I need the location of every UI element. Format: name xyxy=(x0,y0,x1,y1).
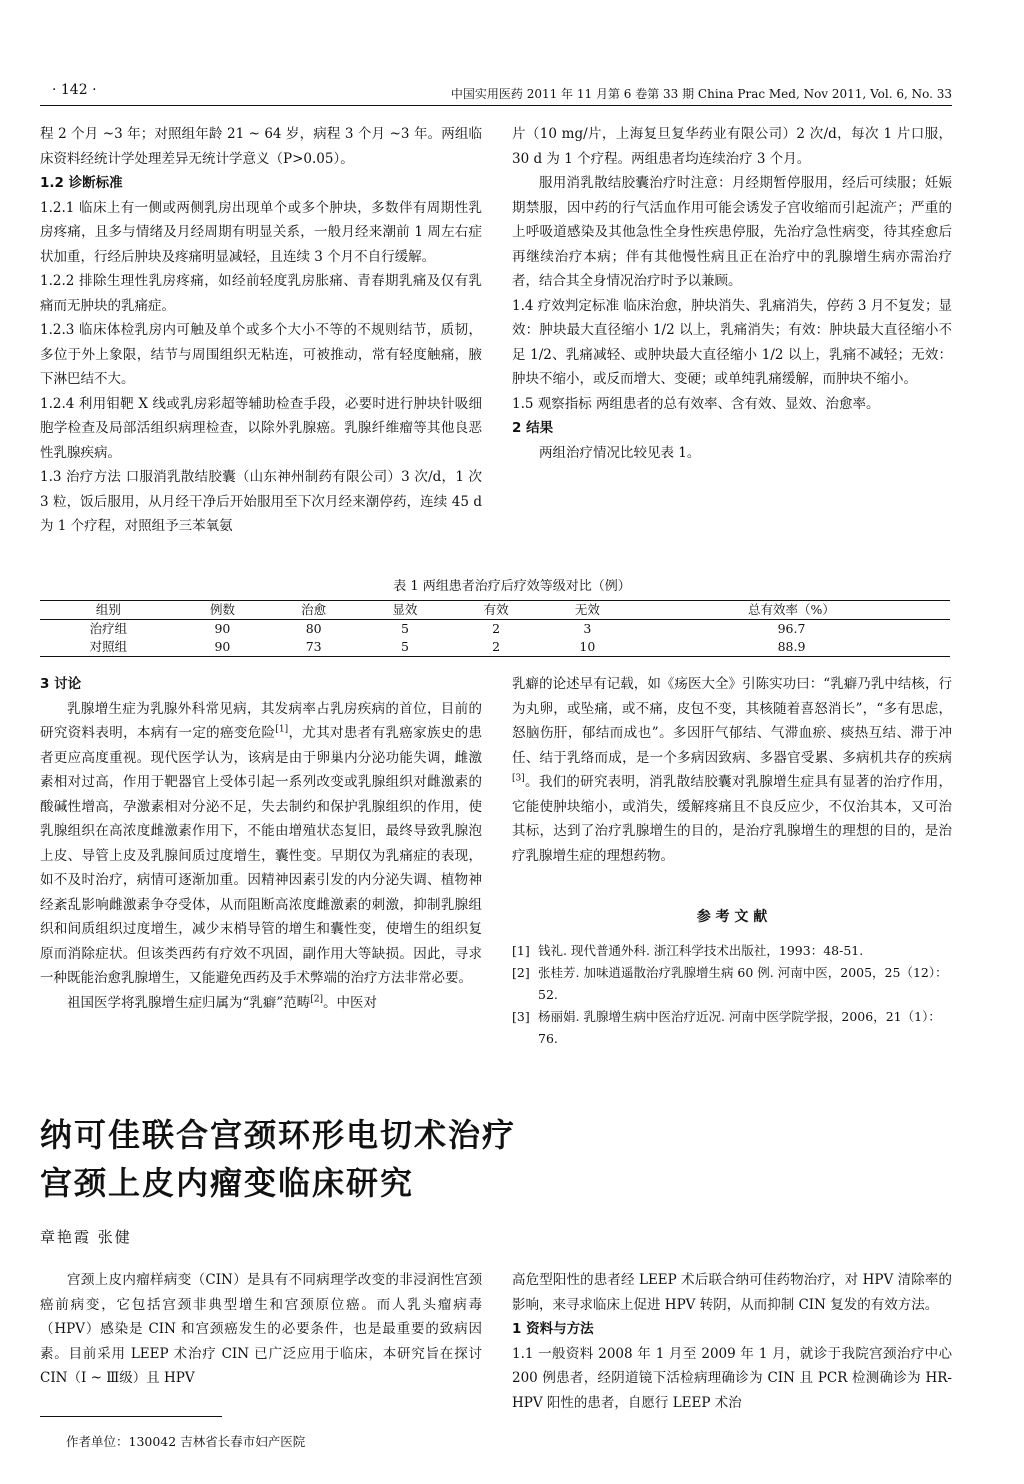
journal-header: 中国实用医药 2011 年 11 月第 6 卷第 33 期 China Prac Med, Nov 2011, Vol. 6, No. 33 xyxy=(450,87,952,101)
table-cell: 73 xyxy=(305,639,322,654)
paragraph: 服用消乳散结胶囊治疗时注意：月经期暂停服用，经后可续服；妊娠期禁服，因中药的行气活血作用可能会诱发子宫收缩而引起流产；严重的上呼吸道感染及其他急性全身性疾患停服，先治疗急性病变，待其痊愈后再继续治疗本病；伴有其他慢性病且正在治疗中的乳腺增生病亦需治疗者，结合其全身情况治疗时予以兼顾。 xyxy=(512,175,952,289)
author-affiliation: 作者单位：130042 吉林省长春市妇产医院 xyxy=(66,1434,306,1449)
table-header-cell: 组别 xyxy=(95,602,121,617)
citation: [1] xyxy=(275,724,289,735)
article-authors: 章艳霞 张健 xyxy=(40,1228,132,1246)
article-title-line-2: 宫颈上皮内瘤变临床研究 xyxy=(40,1164,415,1202)
article-title-line-1: 纳可佳联合宫颈环形电切术治疗 xyxy=(40,1116,517,1154)
reference-number: [2] xyxy=(512,965,530,980)
table-cell: 80 xyxy=(305,621,322,636)
paragraph: 1.2.1 临床上有一侧或两侧乳房出现单个或多个肿块，多数伴有周期性乳房疼痛，且多与情绪及月经周期有明显关系，一般月经来潮前 1 周左右症状加重，行经后肿块及疼痛明显减轻，且连续 3 个月不自行缓解。 xyxy=(40,199,482,265)
citation: [3] xyxy=(512,773,525,784)
article2-right-column xyxy=(512,1268,952,1415)
paragraph: 1.2.4 利用钼靶 X 线或乳房彩超等辅助检查手段，必要时进行肿块针吸细胞学检查及局部活组织病理检查，以除外乳腺癌。乳腺纤维瘤等其他良恶性乳腺疾病。 xyxy=(40,395,482,461)
reference-text: 杨丽娟. 乳腺增生病中医治疗近况. 河南中医学院学报，2006，21（1）：76. xyxy=(538,1009,941,1046)
page-number: · 142 · xyxy=(52,82,97,98)
paragraph xyxy=(512,672,952,868)
reference-number: [3] xyxy=(512,1009,530,1024)
table-cell: 治疗组 xyxy=(89,621,128,636)
reference-text: 钱礼. 现代普通外科. 浙江科学技术出版社，1993：48-51. xyxy=(538,943,864,958)
table-header-cell: 例数 xyxy=(209,602,235,617)
paragraph: 两组治疗情况比较见表 1。 xyxy=(539,444,701,461)
left-column-discussion xyxy=(40,672,482,1015)
reference-item xyxy=(512,940,952,962)
section-heading: 2 结果 xyxy=(512,420,554,436)
paragraph: 1.5 观察指标 两组患者的总有效率、含有效、显效、治愈率。 xyxy=(512,395,880,412)
table-caption: 表 1 两组患者治疗后疗效等级对比（例） xyxy=(393,579,631,594)
table-cell: 5 xyxy=(400,639,409,654)
paragraph: 1.1 一般资料 2008 年 1 月至 2009 年 1 月，就诊于我院宫颈治疗中心 200 例患者，经阴道镜下活检病理确诊为 CIN 且 PCR 检测确诊为 HR-HPV 阳性的患者，自愿行 LEEP 术治 xyxy=(512,1345,952,1411)
text-run: 乳腺增生症为乳腺外科常见病，其发病率占乳房疾病的首位，目前的研究资料表明，本病有一定的癌变危险 xyxy=(40,700,482,741)
table-cell: 96.7 xyxy=(777,621,806,636)
table-row xyxy=(40,620,950,639)
text-run: 。我们的研究表明，消乳散结胶囊对乳腺增生症具有显著的治疗作用，它能使肿块缩小，或消失，缓解疼痛且不良反应少，不仅治其本，又可治其标，达到了治疗乳腺增生的目的，是治疗乳腺增生的理想的目的，是治疗乳腺增生症的理想药物。 xyxy=(512,774,952,864)
section-heading: 3 讨论 xyxy=(40,676,82,692)
table-header-row xyxy=(40,601,950,620)
paragraph: 1.3 治疗方法 口服消乳散结胶囊（山东神州制药有限公司）3 次/d，1 次 3 粒，饭后服用，从月经干净后开始服用至下次月经来潮停药，连续 45 d 为 1 个疗程，对照组予三苯氧氨 xyxy=(40,469,482,534)
section-heading: 1 资料与方法 xyxy=(512,1321,594,1337)
article2-left-column xyxy=(40,1268,482,1391)
paragraph: 1.2.3 临床体检乳房内可触及单个或多个大小不等的不规则结节，质韧，多位于外上象限，结节与周围组织无粘连，可被推动，常有轻度触痛，腋下淋巴结不大。 xyxy=(40,322,482,387)
table-cell: 3 xyxy=(583,621,592,636)
table-cell: 对照组 xyxy=(89,639,128,654)
table-header-cell: 显效 xyxy=(392,602,418,617)
left-column-top xyxy=(40,122,482,539)
paragraph xyxy=(40,697,482,991)
table-cell: 90 xyxy=(214,621,231,636)
section-heading: 1.2 诊断标准 xyxy=(40,175,123,191)
paragraph: 宫颈上皮内瘤样病变（CIN）是具有不同病理学改变的非浸润性宫颈癌前病变，它包括宫颈非典型增生和宫颈原位癌。而人乳头瘤病毒（HPV）感染是 CIN 和宫颈癌发生的必要条件，也是最重要的致病因素。目前采用 LEEP 术治疗 CIN 已广泛应用于临床，本研究旨在探讨 CIN（Ⅰ ~ Ⅲ级）且 HPV xyxy=(40,1272,482,1386)
right-column-discussion xyxy=(512,672,952,868)
results-table xyxy=(40,600,950,657)
text-run: 祖国医学将乳腺增生症归属为“乳癖”范畴 xyxy=(67,994,311,1011)
table-header-cell: 治愈 xyxy=(301,602,327,617)
table-header-cell: 总有效率（%） xyxy=(748,602,835,617)
header-rule xyxy=(40,105,952,106)
paragraph xyxy=(40,991,482,1016)
text-run: 乳癖的论述早有记载，如《疡医大全》引陈实功曰：“乳癖乃乳中结核，行为丸卵，或坠痛，或不痛，皮包不变，其核随着喜怒消长”，“多有思虑，怒脑伤肝，郁结而成也”。多因肝气郁结、气滞血瘀、痰热互结、滞于冲任、结于乳络而成，是一个多病因致病、多器官受累、多病机共存的疾病 xyxy=(512,676,952,766)
table-cell: 10 xyxy=(579,639,596,654)
reference-item xyxy=(512,1006,952,1050)
paragraph: 片（10 mg/片，上海复旦复华药业有限公司）2 次/d，每次 1 片口服，30 d 为 1 个疗程。两组患者均连续治疗 3 个月。 xyxy=(512,126,952,167)
reference-item xyxy=(512,962,952,1006)
citation: [2] xyxy=(310,994,324,1004)
paragraph: 程 2 个月 ~3 年；对照组年龄 21 ~ 64 岁，病程 3 个月 ~3 年。两组临床资料经统计学处理差异无统计学意义（P>0.05）。 xyxy=(40,126,482,167)
table-cell: 90 xyxy=(214,639,231,654)
table-cell: 2 xyxy=(492,621,501,636)
table-cell: 2 xyxy=(492,639,501,654)
text-run: ，尤其对患者有乳癌家族史的患者更应高度重视。现代医学认为，该病是由于卵巢内分泌功能失调，雌激素相对过高，作用于靶器官上受体引起一系列改变或乳腺组织对雌激素的酸碱性增高，孕激素相对分泌不足，失去制约和保护乳腺组织的作用，使乳腺组织在高浓度雌激素作用下，不能由增殖状态复旧，最终导致乳腺泡上皮、导管上皮及乳腺间质过度增生，囊性变。早期仅为乳痛症的表现，如不及时治疗，病情可逐渐加重。因精神因素引发的内分泌失调、植物神经紊乱影响雌激素争夺受体，从而阻断高浓度雌激素的刺激，抑制乳腺组织和间质组织过度增生，减少末梢导管的增生和囊性变，使增生的组织复原而消除症状。但该类西药有疗效不巩固，副作用大等缺损。因此，寻求一种既能治愈乳腺增生，又能避免西药及手术弊端的治疗方法非常必要。 xyxy=(40,725,483,986)
paragraph: 1.2.2 排除生理性乳房疼痛，如经前轻度乳房胀痛、青春期乳痛及仅有乳痛而无肿块的乳痛症。 xyxy=(40,273,482,314)
footnote-rule xyxy=(40,1416,222,1417)
table-header-cell: 有效 xyxy=(483,602,509,617)
table-cell: 88.9 xyxy=(777,639,806,654)
table-cell: 5 xyxy=(400,621,409,636)
paragraph: 高危型阳性的患者经 LEEP 术后联合纳可佳药物治疗，对 HPV 清除率的影响，来寻求临床上促进 HPV 转阴，从而抑制 CIN 复发的有效方法。 xyxy=(512,1272,952,1313)
right-column-top xyxy=(512,122,952,465)
table-row xyxy=(40,638,950,657)
table-header-cell: 无效 xyxy=(574,602,600,617)
references-title: 参 考 文 献 xyxy=(696,909,768,925)
references-list xyxy=(512,940,952,1050)
reference-text: 张桂芳. 加味逍遥散治疗乳腺增生病 60 例. 河南中医，2005，25（12）：52. xyxy=(538,965,948,1002)
reference-number: [1] xyxy=(512,943,530,958)
paragraph: 1.4 疗效判定标准 临床治愈，肿块消失、乳痛消失，停药 3 月不复发；显效：肿块最大直径缩小 1/2 以上，乳痛消失；有效：肿块最大直径缩小不足 1/2、乳痛减轻、或肿块最大直径缩小 1/2 以上，乳痛不减轻；无效：肿块不缩小，或反而增大、变硬；或单纯乳痛缓解，而肿块不缩小。 xyxy=(512,297,952,387)
text-run: 。中医对 xyxy=(323,994,378,1011)
